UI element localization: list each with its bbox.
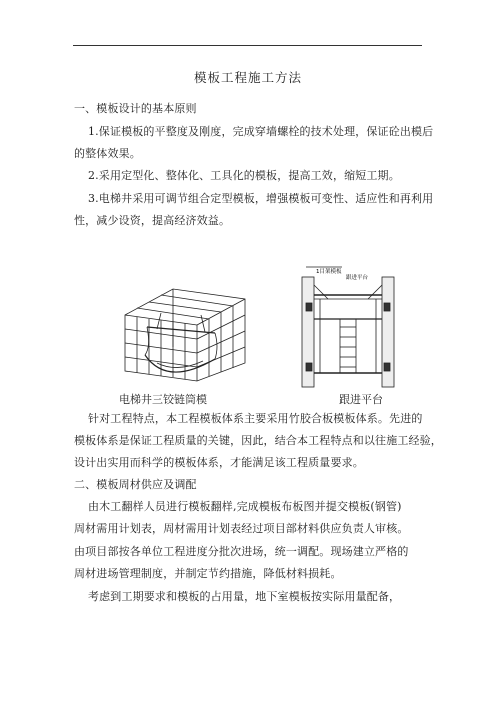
paragraph-line: 周材需用计划表，周材需用计划表经过项目部材料供应负责人审核。 (74, 522, 409, 535)
paragraph-line: 性，减少设资，提高经济效益。 (74, 214, 231, 227)
figure-caption-left: 电梯井三铰链筒模 (119, 393, 207, 406)
paragraph-line: 考虑到工期要求和模板的占用量，地下室模板按实际用量配备， (88, 590, 401, 603)
elevator-shaft-formwork-figure (117, 277, 255, 387)
paragraph-line: 由木工翻样人员进行模板翻样,完成模板布板图并提交模板(钢管) (88, 500, 402, 513)
paragraph-line: 3.电梯井采用可调节组合定型模板，增强模板可变性、适应性和再利用 (88, 192, 434, 205)
section2-heading: 二、模板周材供应及调配 (74, 478, 197, 491)
paragraph-line: 设计出实用而科学的模板体系，才能满足该工程质量要求。 (74, 456, 364, 469)
paragraph-line: 的整体效果。 (74, 147, 141, 160)
paragraph-line: 2.采用定型化、整体化、工具化的模板，提高工效，缩短工期。 (88, 169, 400, 182)
figure-label: 跟进平台 (346, 275, 369, 281)
header-rule (73, 45, 422, 46)
paragraph-line: 模板体系是保证工程质量的关键，因此，结合本工程特点和以往施工经验， (74, 434, 442, 447)
following-platform-figure (298, 263, 398, 389)
figure-label: 1目架模板 (316, 269, 342, 275)
paragraph-line: 由项目部按各单位工程进度分批次进场，统一调配。现场建立严格的 (74, 545, 409, 558)
paragraph-line: 针对工程特点，本工程模板体系主要采用竹胶合板模板体系。先进的 (88, 412, 423, 425)
figure-caption-right: 跟进平台 (339, 393, 383, 406)
paragraph-line: 1.保证模板的平整度及刚度，完成穿墙螺栓的技术处理，保证砼出模后 (88, 125, 434, 138)
section1-heading: 一、模板设计的基本原则 (74, 102, 197, 115)
paragraph-line: 周材进场管理制度，并制定节约措施，降低材料损耗。 (74, 567, 342, 580)
page-title: 模板工程施工方法 (193, 70, 302, 85)
